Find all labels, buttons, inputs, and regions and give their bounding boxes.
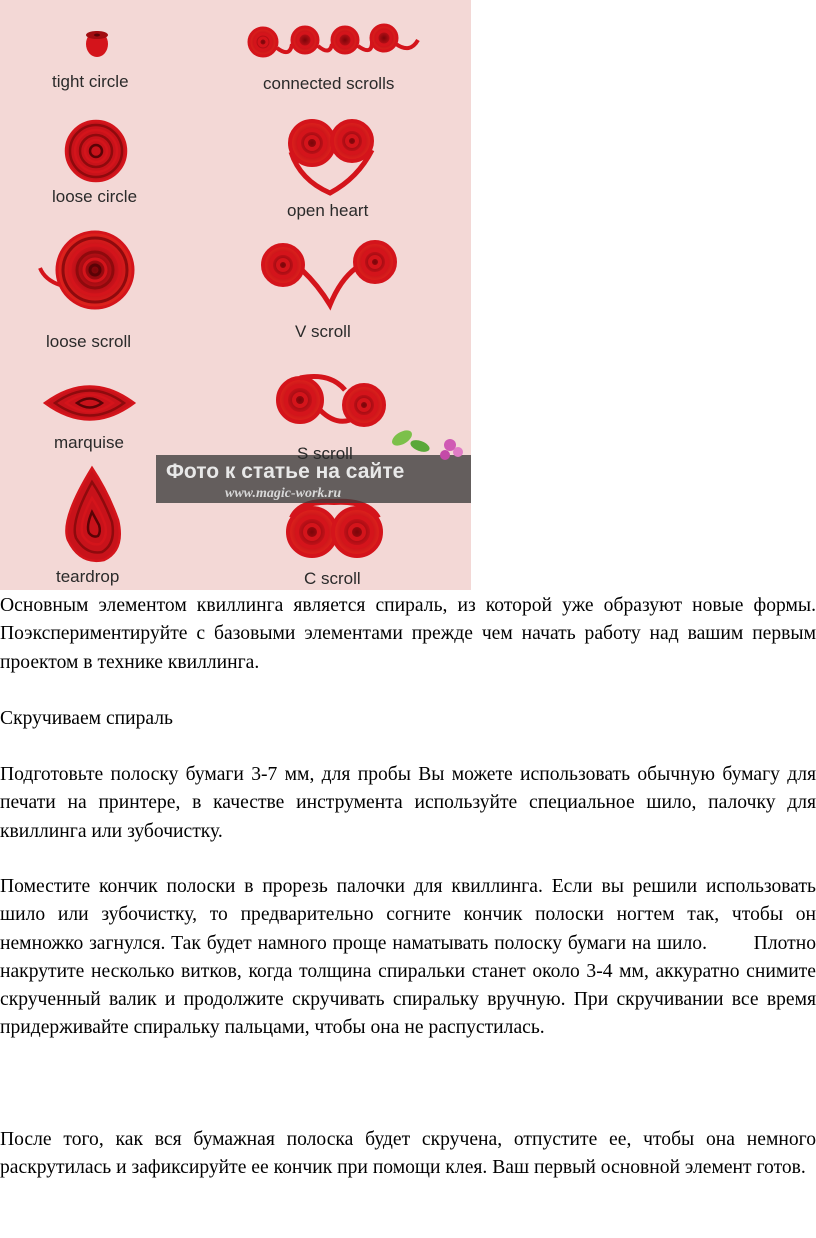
teardrop-shape: [66, 468, 119, 561]
label-s-scroll: S scroll: [297, 444, 353, 463]
label-loose-scroll: loose scroll: [46, 332, 132, 351]
s-scroll-shape: [278, 377, 384, 426]
label-loose-circle: loose circle: [52, 187, 138, 206]
tight-circle-shape: [86, 31, 108, 57]
section-heading: Скручиваем спираль: [0, 708, 173, 729]
connected-scrolls-shape: [249, 25, 418, 56]
v-scroll-shape: [263, 242, 395, 305]
label-marquise: marquise: [54, 433, 124, 452]
quilling-shapes-illustration: [0, 0, 471, 590]
watermark: [156, 427, 471, 503]
open-heart-shape: [290, 121, 372, 193]
label-v-scroll: V scroll: [295, 322, 351, 341]
c-scroll-shape: [288, 502, 381, 556]
label-teardrop: teardrop: [56, 567, 120, 586]
label-tight-circle: tight circle: [52, 72, 129, 91]
label-open-heart: open heart: [287, 201, 369, 220]
quilling-shapes-photo: [0, 0, 471, 590]
paragraph-finish: После того, как вся бумажная полоска будет скручена, отпустите ее, чтобы она немного раскрутилась и зафиксируйте ее кончик при помощи клея. Ваш первый основной элемент готов.: [0, 1129, 816, 1179]
watermark-title: Фото к статье на сайте: [166, 460, 405, 483]
paragraph-intro: Основным элементом квиллинга является спираль, из которой уже образуют новые формы. Поэкспериментируйте с базовыми элементами прежде чем начать работу над вашим первым проектом в технике квиллинга.: [0, 595, 816, 673]
label-c-scroll: C scroll: [304, 569, 361, 588]
paragraph-prepare: Подготовьте полоску бумаги 3-7 мм, для пробы Вы можете использовать обычную бумагу для печати на принтере, в качестве инструмента используйте специальное шило, палочку для квиллинга или зубочистку.: [0, 764, 816, 842]
loose-scroll-shape: [40, 232, 133, 308]
paragraph-instructions: Поместите кончик полоски в прорезь палочки для квиллинга. Если вы решили использовать шило или зубочистку, то предварительно согните кончик полоски ногтем так, чтобы он немножко загнулся. Так будет намного проще наматывать полоску бумаги на шило. Плотно накрутите несколько витков, когда толщина спиральки станет около 3-4 мм, аккуратно снимите скрученный валик и продолжите скручивать спиральку вручную. При скручивании все время придерживайте спиральку пальцами, чтобы она не распустилась.: [0, 876, 816, 1039]
loose-circle-shape: [66, 121, 126, 181]
watermark-url: www.magic-work.ru: [225, 486, 342, 501]
label-connected-scrolls: connected scrolls: [263, 74, 395, 93]
marquise-shape: [45, 387, 134, 420]
